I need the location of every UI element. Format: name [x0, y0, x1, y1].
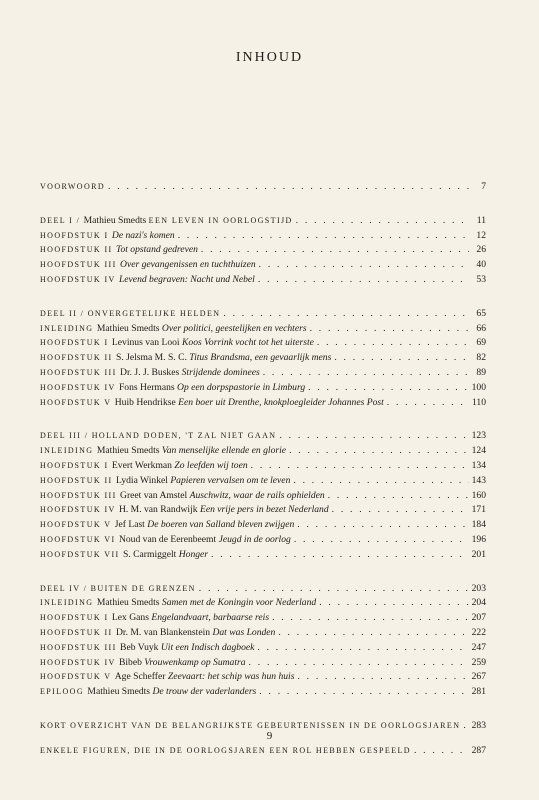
toc-prefix: HOOFDSTUK II	[40, 475, 116, 485]
toc-page: 259	[471, 656, 486, 668]
toc-prefix: HOOFDSTUK I	[40, 613, 112, 623]
toc-entry	[40, 336, 486, 351]
toc-entry	[40, 366, 486, 381]
leader-dots	[297, 518, 468, 533]
toc-entry	[40, 596, 486, 611]
leader-dots	[249, 656, 469, 671]
toc-author: Mathieu Smedts	[96, 445, 162, 457]
toc-section-heading	[40, 582, 486, 597]
toc-title: Engelandvaart, barbaarse reis	[151, 612, 270, 624]
toc-title: De boeren van Salland bleven zwijgen	[147, 519, 295, 531]
leader-dots	[289, 444, 469, 459]
toc-page: 267	[471, 671, 486, 683]
toc-page: 201	[471, 548, 486, 560]
toc-entry	[40, 322, 486, 337]
leader-dots	[294, 533, 469, 548]
toc-prefix: HOOFDSTUK VII	[40, 549, 124, 559]
toc-author: Bibeb	[118, 656, 145, 668]
leader-dots	[296, 214, 469, 229]
toc-prefix: HOOFDSTUK V	[40, 397, 115, 407]
leader-dots	[223, 307, 469, 322]
toc-entry	[40, 273, 486, 288]
toc-title: Strijdende dominees	[181, 366, 260, 378]
leader-dots	[279, 429, 468, 444]
toc-page: 82	[476, 352, 486, 364]
toc-prefix: HOOFDSTUK III	[40, 260, 121, 270]
toc-section-heading	[40, 307, 486, 322]
toc-title: Papieren vervalsen om te leven	[170, 474, 291, 486]
toc-title: De nazi's komen	[111, 229, 175, 241]
toc-title: Een boer uit Drenthe, knokploegleider Johannes Post	[178, 396, 384, 408]
toc-title: Koos Vorrink vocht tot het uiterste	[182, 337, 314, 349]
toc-page: 7	[481, 181, 486, 192]
toc-page: 66	[476, 322, 486, 334]
leader-dots	[259, 685, 468, 700]
toc-title: Samen met de Koningin voor Nederland	[161, 597, 317, 609]
table-of-contents	[40, 180, 486, 759]
toc-prefix: HOOFDSTUK III	[40, 642, 121, 652]
toc-entry	[40, 611, 486, 626]
toc-prefix: HOOFDSTUK IV	[40, 274, 119, 284]
toc-entry	[40, 229, 486, 244]
toc-entry	[40, 444, 486, 459]
toc-page: 110	[471, 396, 486, 408]
leader-dots	[293, 474, 468, 489]
toc-author: Noud van de Eerenbeemt	[118, 533, 219, 545]
toc-entry	[40, 685, 486, 700]
toc-title: Auschwitz, waar de rails ophielden	[189, 489, 325, 501]
toc-prefix: EPILOOG	[40, 687, 88, 697]
toc-prefix: HOOFDSTUK IV	[40, 657, 119, 667]
toc-author: Age Scheffer	[114, 671, 168, 683]
toc-page: 40	[476, 259, 486, 271]
toc-appendix	[40, 744, 486, 759]
toc-section-heading	[40, 214, 486, 229]
toc-section-heading	[40, 429, 486, 444]
toc-title: Dat was Londen	[212, 626, 276, 638]
toc-page: 160	[471, 489, 486, 501]
leader-dots	[334, 351, 469, 366]
toc-author: Lex Gans	[111, 612, 152, 624]
toc-entry	[40, 518, 486, 533]
toc-prefix: HOOFDSTUK V	[40, 520, 115, 530]
toc-title: Zo leefden wij toen	[174, 459, 248, 471]
toc-prefix: DEEL II / ONVERGETELIJKE HELDEN	[40, 308, 221, 318]
toc-entry	[40, 503, 486, 518]
toc-prefix: HOOFDSTUK VI	[40, 534, 119, 544]
toc-page: 171	[471, 504, 486, 516]
toc-page: 65	[476, 307, 486, 319]
toc-page: 203	[471, 582, 486, 594]
toc-page: 143	[471, 474, 486, 486]
toc-entry	[40, 533, 486, 548]
toc-page: 184	[471, 519, 486, 531]
toc-prefix: HOOFDSTUK II	[40, 353, 116, 363]
toc-author: Dr. M. van Blankenstein	[115, 626, 213, 638]
toc-entry	[40, 351, 486, 366]
toc-title: Op een dorpspastorie in Limburg	[177, 381, 306, 393]
toc-author: Huib Hendrikse	[114, 396, 179, 408]
toc-entry	[40, 670, 486, 685]
toc-entry	[40, 656, 486, 671]
toc-author: Greet van Amstel	[120, 489, 190, 501]
toc-author: S. Jelsma M. S. C.	[115, 352, 190, 364]
toc-prefix: HOOFDSTUK I	[40, 338, 112, 348]
toc-title: Jeugd in de oorlog	[218, 533, 291, 545]
toc-page: 281	[471, 686, 486, 698]
toc-page: 69	[476, 337, 486, 349]
leader-dots	[272, 611, 469, 626]
toc-page: 247	[471, 641, 486, 653]
toc-page: 287	[471, 744, 486, 756]
leader-dots	[278, 626, 468, 641]
toc-voorwoord	[40, 180, 486, 195]
toc-page: 124	[471, 445, 486, 457]
toc-author: S. Carmiggelt	[123, 548, 179, 560]
toc-author: Fons Hermans	[118, 381, 178, 393]
toc-page: 100	[471, 381, 486, 393]
toc-prefix: DEEL I /	[40, 215, 84, 225]
toc-page: 26	[476, 244, 486, 256]
toc-prefix: HOOFDSTUK II	[40, 627, 116, 637]
toc-author: Evert Werkman	[111, 459, 175, 471]
toc-label: VOORWOORD	[40, 182, 106, 191]
toc-title: Uit een Indisch dagboek	[160, 641, 255, 653]
leader-dots	[201, 243, 469, 258]
toc-prefix: INLEIDING	[40, 446, 97, 456]
toc-title: Een vrije pers in bezet Nederland	[199, 504, 329, 516]
toc-prefix: HOOFDSTUK IV	[40, 505, 119, 515]
toc-prefix: HOOFDSTUK I	[40, 460, 112, 470]
toc-title: Levend begraven: Nacht und Nebel	[118, 273, 255, 285]
leader-dots	[297, 670, 468, 685]
toc-entry	[40, 459, 486, 474]
toc-title: Over politici, geestelijken en vechters	[161, 322, 307, 334]
toc-prefix: HOOFDSTUK I	[40, 230, 112, 240]
toc-prefix: INLEIDING	[40, 598, 97, 608]
toc-entry	[40, 396, 486, 411]
toc-title: Tot opstand gedreven	[115, 244, 198, 256]
leader-dots	[257, 641, 468, 656]
toc-author: Dr. J. J. Buskes	[120, 366, 182, 378]
leader-dots	[251, 459, 469, 474]
leader-dots	[332, 503, 469, 518]
toc-prefix: HOOFDSTUK V	[40, 672, 115, 682]
leader-dots	[263, 366, 469, 381]
leader-dots	[308, 381, 468, 396]
leader-dots	[211, 548, 469, 563]
leader-dots	[319, 596, 468, 611]
leader-dots	[310, 322, 469, 337]
toc-page: 53	[476, 273, 486, 285]
toc-author: Jef Last	[114, 519, 148, 531]
toc-page: 196	[471, 533, 486, 545]
toc-author: Levinus van Looi	[111, 337, 182, 349]
toc-author: Mathieu Smedts	[96, 597, 162, 609]
toc-prefix: DEEL III / HOLLAND DODEN, 'T ZAL NIET GAAN	[40, 431, 277, 441]
leader-dots	[328, 489, 469, 504]
toc-entry	[40, 626, 486, 641]
toc-author: Beb Vuyk	[120, 641, 161, 653]
leader-dots	[387, 396, 469, 411]
toc-prefix: HOOFDSTUK II	[40, 245, 116, 255]
toc-prefix: HOOFDSTUK III	[40, 367, 121, 377]
toc-entry	[40, 489, 486, 504]
toc-title: Zeevaart: het schip was hun huis	[167, 671, 295, 683]
toc-author: Lydia Winkel	[115, 474, 171, 486]
toc-page: 222	[471, 626, 486, 638]
toc-entry	[40, 243, 486, 258]
toc-prefix: DEEL IV / BUITEN DE GRENZEN	[40, 583, 196, 593]
toc-page: 12	[476, 229, 486, 241]
toc-label: KORT OVERZICHT VAN DE BELANGRIJKSTE GEBEURTENISSEN IN DE OORLOGSJAREN	[40, 720, 461, 730]
page-title: INHOUD	[235, 50, 304, 65]
page-number: 9	[266, 730, 273, 742]
toc-title: Over gevangenissen en tuchthuizen	[120, 259, 256, 271]
toc-prefix: HOOFDSTUK III	[40, 490, 121, 500]
toc-page: 89	[476, 366, 486, 378]
toc-title: Honger	[178, 548, 209, 560]
toc-entry	[40, 474, 486, 489]
toc-title: Van menselijke ellende en glorie	[161, 445, 287, 457]
toc-page: 134	[471, 459, 486, 471]
toc-page: 123	[471, 430, 486, 442]
toc-author: Mathieu Smedts	[83, 214, 149, 226]
leader-dots	[258, 273, 469, 288]
toc-page: 283	[471, 719, 486, 731]
toc-page: 204	[471, 597, 486, 609]
toc-entry	[40, 641, 486, 656]
toc-prefix: INLEIDING	[40, 323, 97, 333]
leader-dots	[414, 744, 469, 759]
toc-author: Mathieu Smedts	[87, 686, 153, 698]
toc-title: De trouw der vaderlanders	[152, 686, 257, 698]
toc-entry	[40, 381, 486, 396]
toc-author: H. M. van Randwijk	[118, 504, 200, 516]
toc-entry	[40, 548, 486, 563]
leader-dots	[199, 582, 469, 597]
toc-title: Vrouwenkamp op Sumatra	[144, 656, 246, 668]
toc-title: EEN LEVEN IN OORLOGSTIJD	[148, 215, 293, 225]
toc-page: 207	[471, 612, 486, 624]
toc-author: Mathieu Smedts	[96, 322, 162, 334]
toc-prefix: HOOFDSTUK IV	[40, 382, 119, 392]
toc-label: ENKELE FIGUREN, DIE IN DE OORLOGSJAREN EEN ROL HEBBEN GESPEELD	[40, 745, 411, 755]
leader-dots	[108, 180, 469, 195]
toc-page: 11	[476, 214, 486, 226]
toc-entry	[40, 258, 486, 273]
leader-dots	[178, 229, 469, 244]
leader-dots	[317, 336, 469, 351]
leader-dots	[259, 258, 469, 273]
toc-title: Titus Brandsma, een gevaarlijk mens	[189, 352, 332, 364]
